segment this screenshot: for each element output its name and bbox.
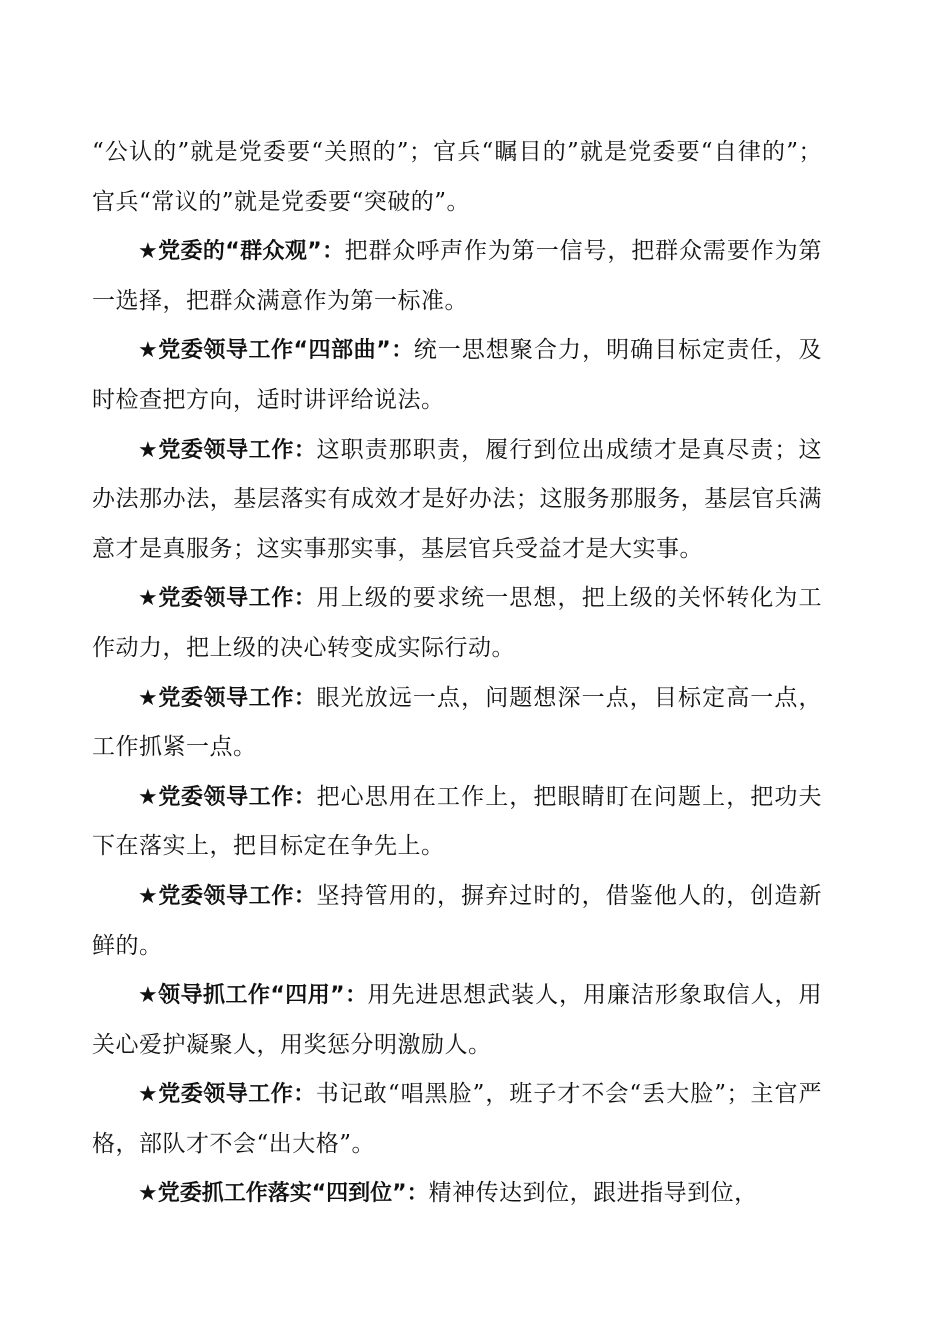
paragraph-text: “公认的”就是党委要“关照的”；官兵“瞩目的”就是党委要“自律的”；官兵“常议的”就是党委要“突破的”。 (92, 139, 822, 215)
paragraph-9 (92, 971, 822, 1070)
paragraph-1 (92, 128, 822, 227)
paragraph-text: 这职责那职责，履行到位出成绩才是真尽责；这办法那办法，基层落实有成效才是好办法；这服务那服务，基层官兵满意才是真服务；这实事那实事，基层官兵受益才是大实事。 (92, 436, 822, 562)
paragraph-4 (92, 426, 822, 575)
paragraph-heading: ★党委领导工作： (138, 586, 317, 612)
paragraph-heading: ★党委抓工作落实“四到位”： (138, 1181, 429, 1207)
paragraph-text: 坚持管用的，摒弃过时的，借鉴他人的，创造新鲜的。 (92, 882, 822, 959)
paragraph-7 (92, 773, 822, 872)
paragraph-text: 把心思用在工作上，把眼睛盯在问题上，把功夫下在落实上，把目标定在争先上。 (92, 783, 822, 860)
paragraph-heading: ★领导抓工作“四用”： (138, 983, 368, 1009)
paragraph-6 (92, 674, 822, 773)
paragraph-heading: ★党委领导工作： (138, 437, 317, 463)
paragraph-heading: ★党委的“群众观”： (138, 239, 345, 265)
paragraph-3 (92, 326, 822, 425)
paragraph-text: 统一思想聚合力，明确目标定责任，及时检查把方向，适时讲评给说法。 (92, 337, 822, 413)
paragraph-text: 精神传达到位，跟进指导到位， (428, 1180, 758, 1207)
paragraph-heading: ★党委领导工作： (138, 784, 317, 810)
paragraph-heading: ★党委领导工作： (138, 883, 317, 909)
paragraph-heading: ★党委领导工作： (138, 1082, 316, 1108)
paragraph-text: 把群众呼声作为第一信号，把群众需要作为第一选择，把群众满意作为第一标准。 (92, 238, 822, 314)
paragraph-text: 用先进思想武装人，用廉洁形象取信人，用关心爱护凝聚人，用奖惩分明激励人。 (92, 982, 822, 1058)
paragraph-2 (92, 227, 822, 326)
paragraph-text: 书记敢“唱黑脸”，班子才不会“丢大脸”；主官严格，部队才不会“出大格”。 (92, 1081, 822, 1157)
paragraph-text: 眼光放远一点，问题想深一点，目标定高一点，工作抓紧一点。 (92, 684, 822, 761)
paragraph-text: 用上级的要求统一思想，把上级的关怀转化为工作动力，把上级的决心转变成实际行动。 (92, 585, 822, 661)
paragraph-10 (92, 1070, 822, 1169)
paragraph-8 (92, 872, 822, 971)
document-body (92, 128, 822, 1219)
paragraph-heading: ★党委领导工作“四部曲”： (138, 338, 414, 364)
paragraph-11 (92, 1169, 822, 1219)
paragraph-5 (92, 574, 822, 673)
paragraph-heading: ★党委领导工作： (138, 685, 317, 711)
